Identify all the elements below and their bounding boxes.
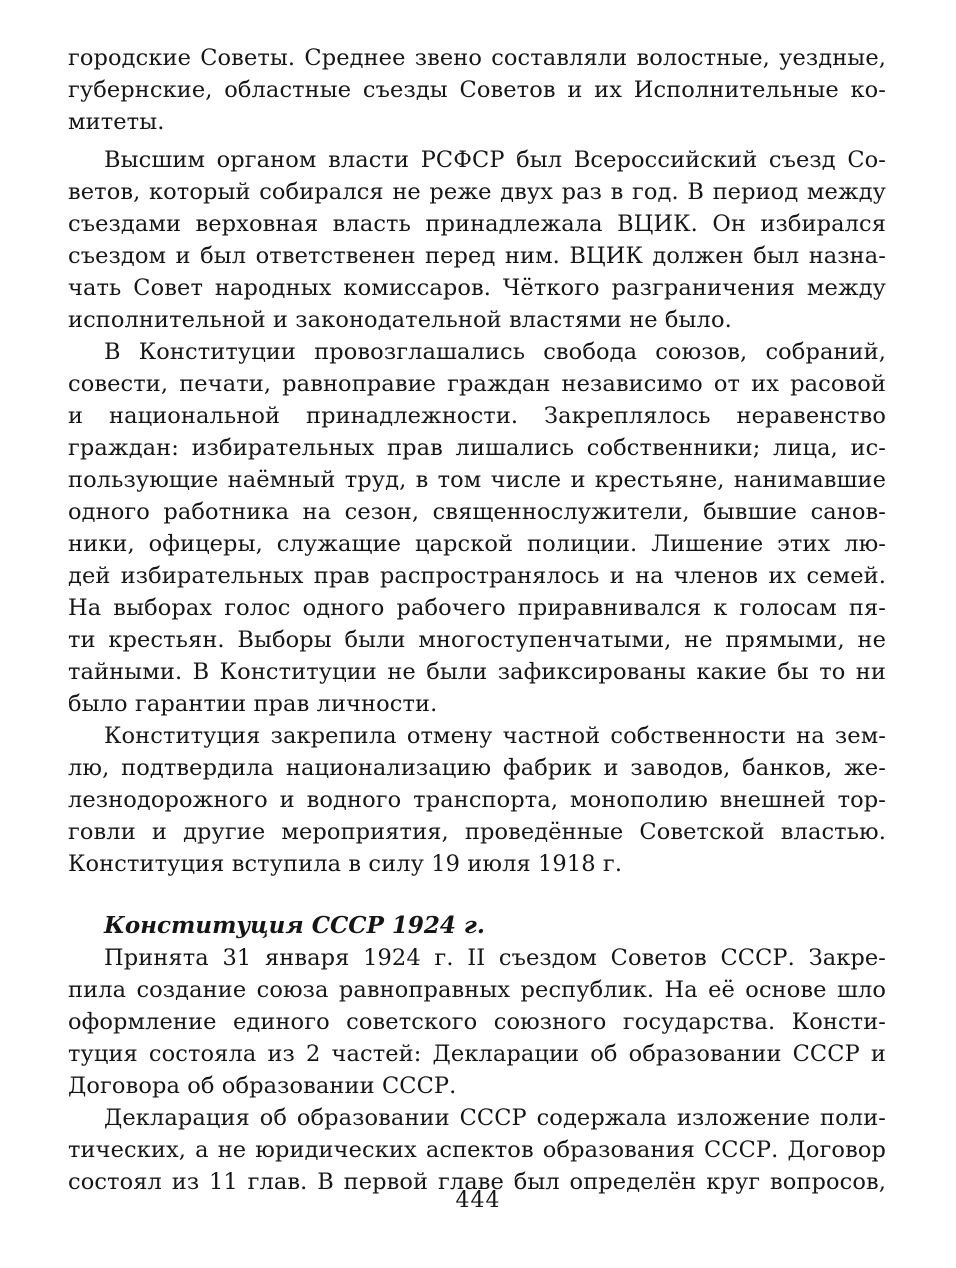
section-heading: Конституция СССР 1924 г.: [104, 912, 485, 939]
text-line: состоял из 11 глав. В первой главе был определён круг вопросов,: [68, 1169, 886, 1195]
text-line: пользующие наёмный труд, в том числе и крестьяне, нанимавшие: [68, 467, 886, 493]
text-line: одного работника на сезон, священнослужители, бывшие санов-: [68, 499, 886, 525]
page-number: 444: [455, 1188, 501, 1213]
paragraph: [68, 720, 886, 880]
text-line: дей избирательных прав распространялось и на членов их семей.: [68, 563, 886, 589]
text-line: ветов, который собирался не реже двух раз в год. В период между: [68, 179, 886, 205]
text-line: ники, офицеры, служащие царской полиции. Лишение этих лю-: [68, 531, 886, 557]
text-line: Конституция закрепила отмену частной собственности на зем-: [104, 723, 886, 749]
paragraph: [68, 1102, 886, 1198]
text-line: оформление единого советского союзного государства. Консти-: [68, 1009, 886, 1035]
paragraph: [68, 42, 886, 138]
text-line: Договора об образовании СССР.: [68, 1073, 457, 1099]
text-line: городские Советы. Среднее звено составляли волостные, уездные,: [68, 45, 886, 71]
text-line: туция состояла из 2 частей: Декларации об образовании СССР и: [68, 1041, 886, 1067]
text-line: съездами верховная власть принадлежала ВЦИК. Он избирался: [68, 211, 886, 237]
text-line: Высшим органом власти РСФСР был Всероссийский съезд Со-: [104, 147, 886, 173]
text-line: совести, печати, равноправие граждан независимо от их расовой: [68, 371, 886, 397]
text-line: лезнодорожного и водного транспорта, монополию внешней тор-: [68, 787, 886, 813]
paragraph: [68, 336, 886, 720]
paragraph: [68, 942, 886, 1102]
text-line: В Конституции провозглашались свобода союзов, собраний,: [104, 339, 886, 365]
text-line: На выборах голос одного рабочего приравнивался к голосам пя-: [68, 595, 886, 621]
text-line: граждан: избирательных прав лишались собственники; лица, ис-: [68, 435, 886, 461]
text-line: было гарантии прав личности.: [68, 691, 438, 717]
text-line: губернские, областные съезды Советов и их Исполнительные ко-: [68, 77, 886, 103]
text-line: тических, а не юридических аспектов образования СССР. Договор: [68, 1137, 886, 1163]
text-line: чать Совет народных комиссаров. Чёткого разграничения между: [68, 275, 886, 301]
text-line: митеты.: [68, 109, 165, 135]
paragraph: [68, 144, 886, 336]
text-line: ти крестьян. Выборы были многоступенчатыми, не прямыми, не: [68, 627, 886, 653]
text-line: и национальной принадлежности. Закреплялось неравенство: [68, 403, 886, 429]
page-body: [68, 42, 886, 1198]
text-line: Конституция вступила в силу 19 июля 1918 г.: [68, 851, 623, 877]
text-line: пила создание союза равноправных республик. На её основе шло: [68, 977, 886, 1003]
text-line: тайными. В Конституции не были зафиксированы какие бы то ни: [68, 659, 886, 685]
text-line: Принята 31 января 1924 г. II съездом Советов СССР. Закре-: [104, 945, 886, 971]
text-line: лю, подтвердила национализацию фабрик и заводов, банков, же-: [68, 755, 886, 781]
text-line: съездом и был ответственен перед ним. ВЦИК должен был назна-: [68, 243, 886, 269]
text-line: Декларация об образовании СССР содержала изложение поли-: [104, 1105, 886, 1131]
text-line: говли и другие мероприятия, проведённые Советской властью.: [68, 819, 886, 845]
text-line: исполнительной и законодательной властями не было.: [68, 307, 732, 333]
